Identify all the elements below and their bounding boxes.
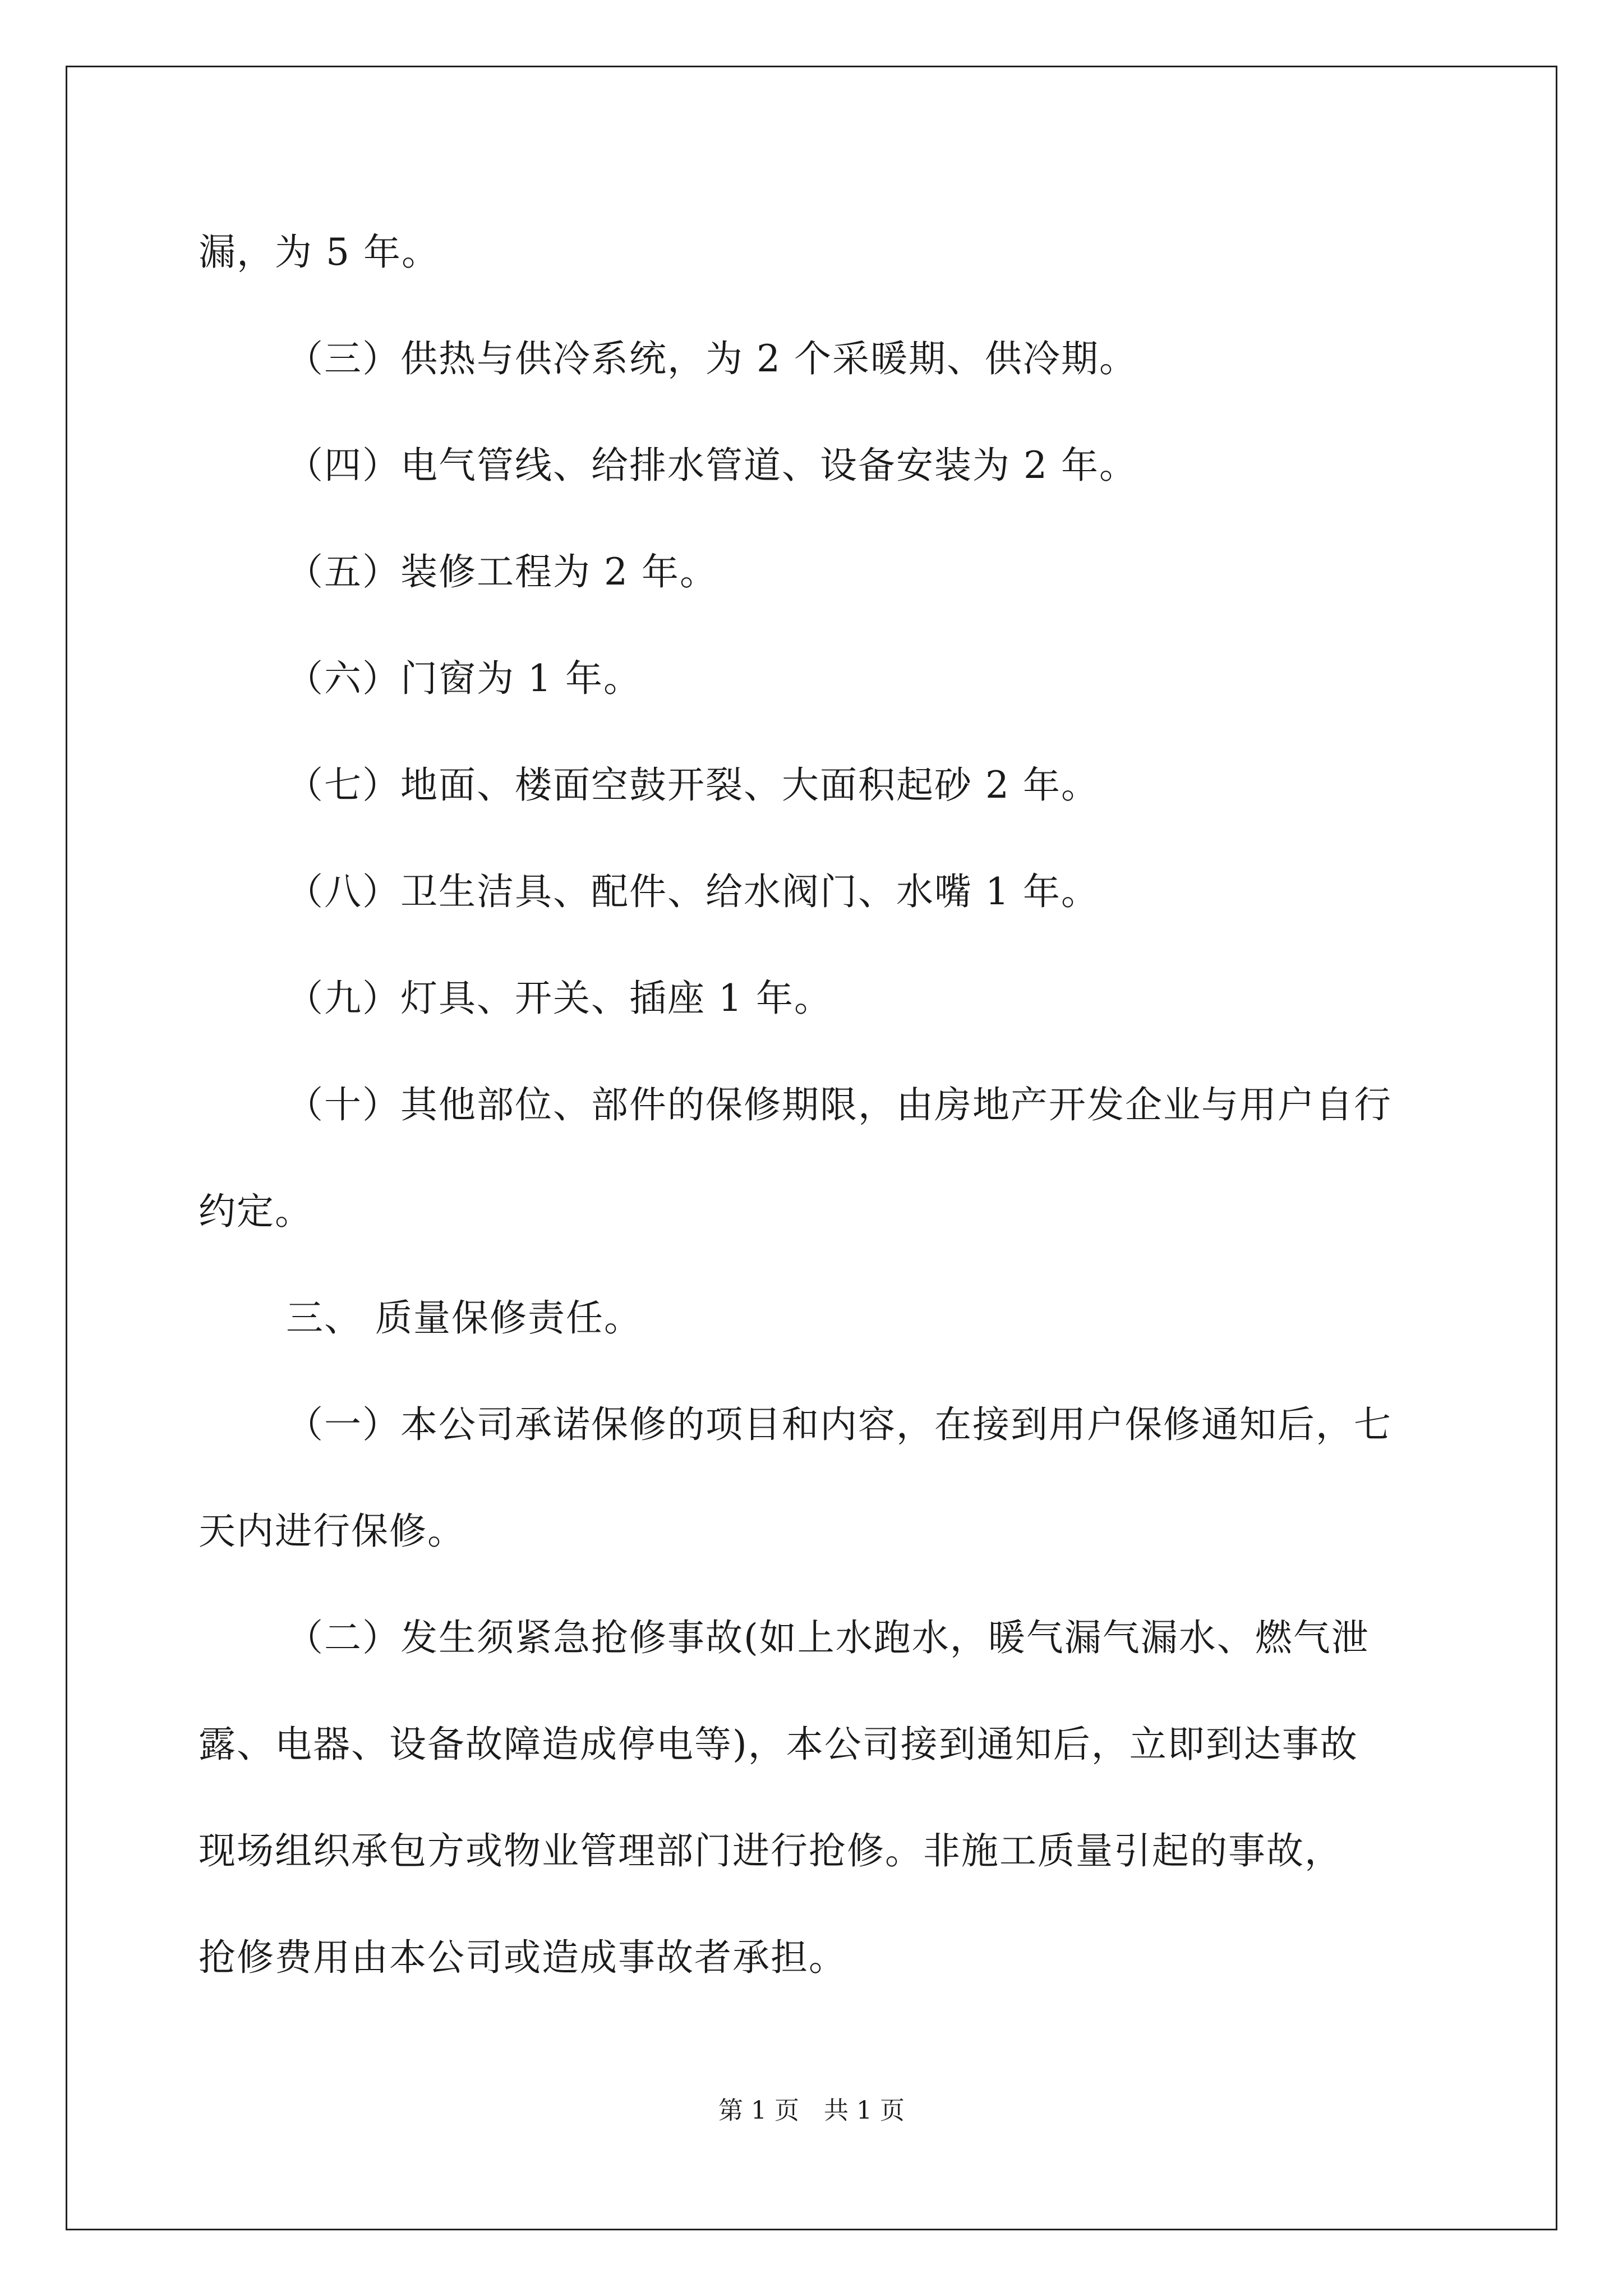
- body-line-7: （八）卫生洁具、配件、给水阀门、水嘴 1 年。: [286, 870, 1099, 913]
- body-line-15: 露、电器、设备故障造成停电等)，本公司接到通知后，立即到达事故: [199, 1723, 1358, 1766]
- body-line-13: 天内进行保修。: [199, 1510, 465, 1553]
- body-line-16: 现场组织承包方或物业管理部门进行抢修。非施工质量引起的事故，: [199, 1829, 1343, 1872]
- body-line-5: （六）门窗为 1 年。: [286, 657, 642, 700]
- body-line-9: （十）其他部位、部件的保修期限，由房地产开发企业与用户自行: [286, 1083, 1392, 1126]
- body-line-6: （七）地面、楼面空鼓开裂、大面积起砂 2 年。: [286, 763, 1099, 807]
- body-line-12: （一）本公司承诺保修的项目和内容，在接到用户保修通知后，七: [286, 1403, 1392, 1446]
- body-line-3: （四）电气管线、给排水管道、设备安装为 2 年。: [286, 444, 1137, 487]
- body-line-2: （三）供热与供冷系统，为 2 个采暖期、供冷期。: [286, 337, 1137, 380]
- body-line-14: （二）发生须紧急抢修事故(如上水跑水，暖气漏气漏水、燃气泄: [286, 1616, 1370, 1659]
- body-line-8: （九）灯具、开关、插座 1 年。: [286, 977, 832, 1020]
- page-number-footer: 第 1 页 共 1 页: [718, 2096, 905, 2125]
- body-line-1: 漏，为 5 年。: [199, 231, 440, 274]
- body-line-10: 约定。: [199, 1190, 313, 1233]
- body-line-17: 抢修费用由本公司或造成事故者承担。: [199, 1936, 847, 1979]
- body-line-4: （五）装修工程为 2 年。: [286, 550, 718, 593]
- page-border: [66, 66, 1557, 2230]
- section-heading: 三、 质量保修责任。: [286, 1296, 642, 1340]
